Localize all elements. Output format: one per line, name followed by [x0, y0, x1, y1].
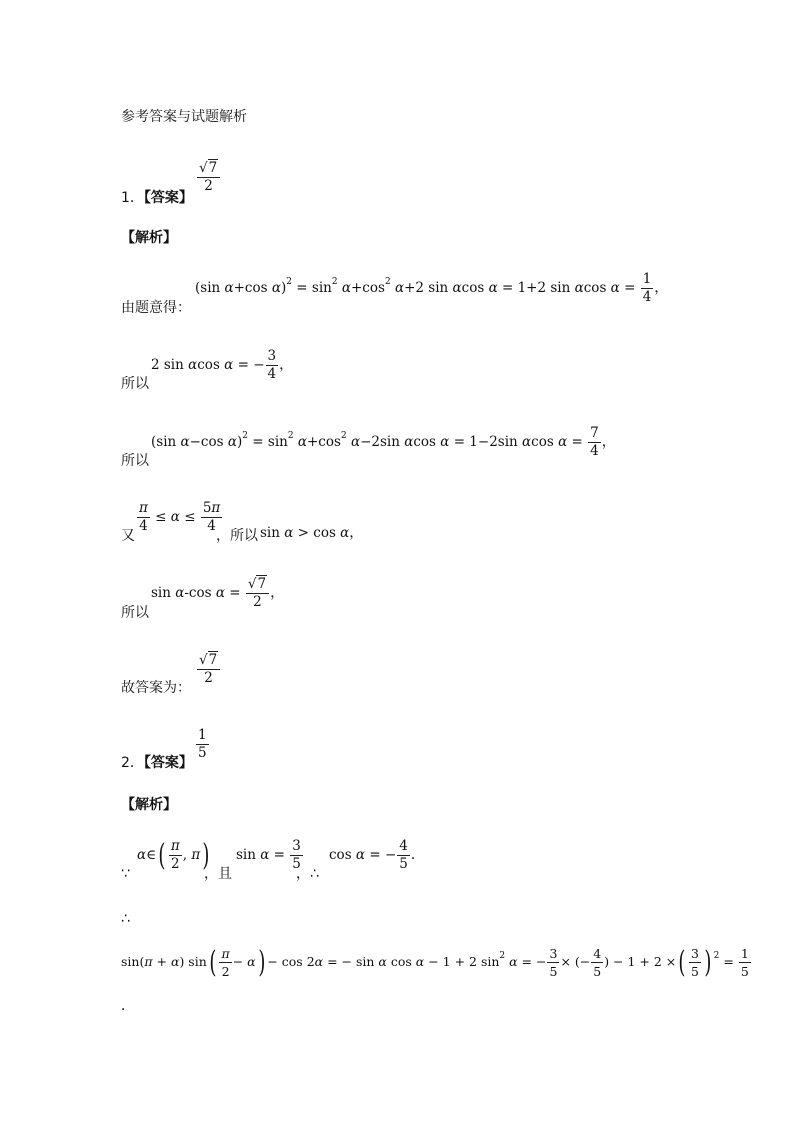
q1-line4-mid: ，所以	[216, 528, 258, 544]
page-title: 参考答案与试题解析	[121, 109, 247, 125]
q1-line3-equation: (sin α−cos $\alpha)^2 = \sin^2 \alpha+\cos^2$ α−2sin αcos α = 1−2sin αcos α = $\frac{7}{4}$ ，	[151, 425, 616, 459]
q1-line4-compare: sin α > cos α，	[260, 525, 364, 541]
q2-sin-value: sin α = $\frac{3}{5}$	[236, 838, 301, 872]
q2-cos-value: cos α = − $\frac{4}{5}$ ．	[329, 838, 425, 872]
q2-therefore: ∴	[121, 911, 130, 927]
q1-line2-prefix: 所以	[121, 376, 149, 392]
q2-number: 2．	[121, 755, 144, 771]
q1-line1-equation: (sin α+cos $\alpha)^2 = \sin^2 \alpha+\cos^2$ α+2 sin αcos α = 1+2 sin αcos α = $\frac{1}{4}$ ，	[195, 271, 669, 305]
q1-line4-prefix: 又	[121, 528, 135, 544]
q2-answer-label: 【答案】	[143, 755, 193, 771]
q1-line4-inequality: $\frac{\pi}{4}$ ≤ α ≤ $\frac{5\pi}{4}$	[139, 500, 221, 534]
q1-line1-prefix: 由题意得：	[121, 300, 191, 316]
q1-line3-prefix: 所以	[121, 453, 149, 469]
q1-final-answer: $\frac{√7}{2}$	[196, 652, 221, 687]
q2-answer-line	[121, 755, 193, 771]
q2-therefore-inline: ，∴	[296, 866, 319, 882]
q1-line5-equation: sin α-cos α = $\frac{√7}{2}$ ，	[151, 576, 285, 610]
q1-analysis-label: 【解析】	[121, 230, 177, 246]
q1-line5-prefix: 所以	[121, 605, 149, 621]
q2-alpha-interval: α∈( $\frac{\pi}{2}$ , π)	[137, 837, 210, 873]
q2-analysis-label: 【解析】	[121, 797, 177, 813]
q2-final-period: ．	[121, 998, 135, 1014]
q1-answer-line	[121, 190, 193, 206]
q1-answer-value: $\frac{√7}{2}$	[196, 160, 221, 195]
q2-because: ∵	[121, 866, 130, 882]
q2-and: ，且	[204, 866, 232, 882]
q1-answer-label: 【答案】	[143, 190, 193, 206]
q1-number: 1．	[121, 190, 144, 206]
q1-line6-prefix: 故答案为：	[121, 680, 191, 696]
q2-final-equation: sin(π + α) sin( $\frac{\pi}{2}$ − α) − cos 2α = − sin α cos α − 1 + 2 $\sin^2 \alpha$ = − $\frac{3}{5}$ × (− $\frac{4}{5}$ ) − 1 + 2 ×( $\frac{3}{5}$ ) $^2$ = $\frac{1}{5}$	[121, 944, 749, 980]
q2-answer-value: $\frac{1}{5}$	[198, 727, 207, 761]
q1-line2-equation: 2 sin αcos α = − $\frac{3}{4}$ ，	[151, 348, 294, 382]
